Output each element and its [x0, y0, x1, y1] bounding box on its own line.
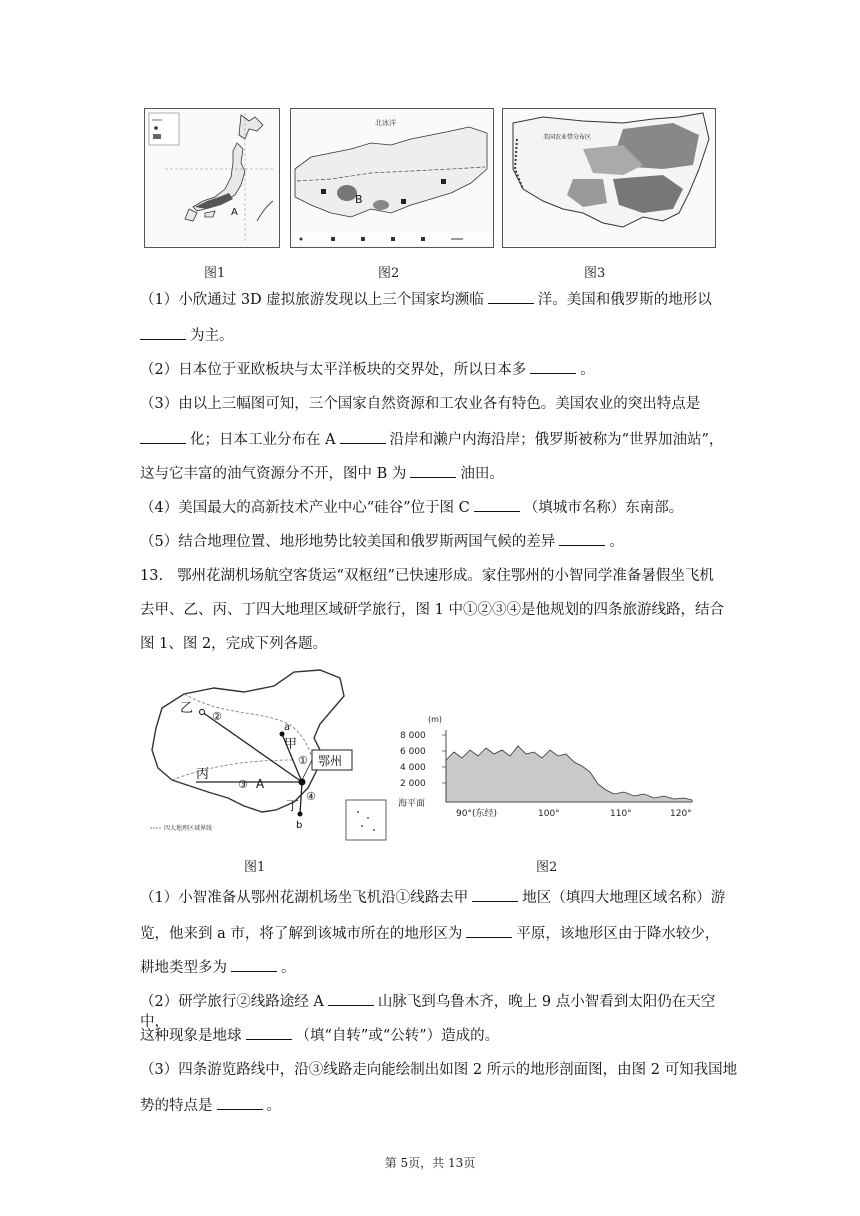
q13-intro1: 鄂州花湖机场航空客货运“双枢纽”已快速形成。家住鄂州的小智同学准备暑假坐飞机 — [177, 568, 714, 584]
profile-xtick-90: 90°(东经) — [456, 809, 497, 819]
map-route-3: ③ — [238, 778, 248, 791]
map-route-1: ① — [298, 754, 308, 767]
q13-part1-line3 — [140, 958, 740, 978]
figure-3-usa-map — [502, 108, 716, 248]
profile-ytick-8000: 8 000 — [400, 731, 426, 741]
q13-blank-1[interactable] — [472, 901, 518, 902]
q12-blank-3[interactable] — [530, 373, 576, 374]
q12-blank-4[interactable] — [140, 443, 186, 444]
q13-blank-5[interactable] — [246, 1039, 292, 1040]
china-map-graphic — [144, 664, 394, 844]
q13-p1a: （1）小智准备从鄂州花湖机场坐飞机沿①线路去甲 — [140, 890, 469, 906]
q12-blank-7[interactable] — [474, 511, 520, 512]
q13-p1b: 地区（填四大地理区域名称）游 — [522, 890, 726, 906]
russia-map-graphic — [291, 109, 493, 247]
q12-part3-line3 — [140, 464, 740, 484]
q13-part1-line2 — [140, 924, 740, 944]
q13-p2a: （2）研学旅行②线路途经 A — [140, 994, 324, 1010]
map-ezhou-label: 鄂州 — [318, 754, 343, 768]
q12-part3-line2 — [140, 430, 740, 450]
profile-xtick-120: 120° — [670, 809, 692, 819]
q12-p2a: （2）日本位于亚欧板块与太平洋板块的交界处，所以日本多 — [140, 362, 527, 378]
page-footer: 第 5页，共 13页 — [384, 1156, 476, 1170]
q13-p1d: 平原，该地形区由于降水较少， — [516, 926, 720, 942]
q12-p2b: 。 — [580, 362, 595, 378]
q12-blank-6[interactable] — [410, 477, 456, 478]
q12-p3b: 化；日本工业分布在 A — [190, 432, 336, 448]
q13-intro-line3 — [140, 634, 740, 654]
q12-p4a: （4）美国最大的高新技术产业中心“硅谷”位于图 C — [140, 500, 470, 516]
q12-blank-5[interactable] — [340, 443, 386, 444]
q13-part3-line1 — [140, 1060, 740, 1080]
profile-unit: (m) — [428, 715, 443, 724]
map-city-a: a — [284, 722, 291, 733]
q13-p3b: 势的特点是 — [140, 1098, 213, 1114]
q12-p3e: 油田。 — [460, 466, 504, 482]
map-mountain-a: A — [256, 777, 265, 791]
figure-2-caption: 图2 — [378, 266, 400, 281]
fig2-sea-label: 北冰洋 — [375, 119, 396, 127]
q12-part4 — [140, 498, 740, 518]
q12-p3c: 沿岸和濑户内海沿岸；俄罗斯被称为“世界加油站”， — [389, 432, 724, 448]
q13-part2-line2 — [140, 1026, 740, 1046]
q13-blank-6[interactable] — [217, 1109, 263, 1110]
q13-blank-3[interactable] — [231, 971, 277, 972]
q13-p1e: 耕地类型多为 — [140, 960, 227, 976]
map-region-jia: 甲 — [284, 737, 298, 752]
q13-p2b: 山脉飞到乌鲁木齐，晚上 9 点小智看到太阳仍在天空中， — [140, 994, 716, 1030]
map-route-2: ② — [212, 710, 222, 723]
q12-blank-1[interactable] — [488, 303, 534, 304]
q13-p2d: （填“自转”或“公转”）造成的。 — [295, 1028, 500, 1044]
q13-intro2: 去甲、乙、丙、丁四大地理区域研学旅行，图 1 中①②③④是他规划的四条旅游线路，结合 — [140, 602, 724, 618]
profile-ytick-2000: 2 000 — [400, 779, 426, 789]
q12-part5 — [140, 532, 740, 552]
q12-part1-line2 — [140, 326, 740, 346]
q12-p3a: （3）由以上三幅图可知，三个国家自然资源和工农业各有特色。美国农业的突出特点是 — [140, 396, 701, 412]
figure-1-japan-map — [144, 108, 280, 248]
map-region-ding: 丁 — [286, 799, 300, 814]
q13-part1-line1 — [140, 888, 740, 908]
figure-3-caption: 图3 — [584, 266, 606, 281]
q13-blank-2[interactable] — [466, 937, 512, 938]
q12-p4b: （填城市名称）东南部。 — [523, 500, 684, 516]
q13-part3-line2 — [140, 1096, 740, 1116]
map-legend-label: 四大地理区域界线 — [164, 825, 213, 832]
q12-part1-line1 — [140, 290, 740, 310]
q12-p3d: 这与它丰富的油气资源分不开，图中 B 为 — [140, 466, 407, 482]
q13-intro-line1 — [140, 566, 740, 586]
q12-part2 — [140, 360, 740, 380]
q13-blank-4[interactable] — [328, 1005, 374, 1006]
q12-p1b: 洋。美国和俄罗斯的地形以 — [537, 292, 712, 308]
profile-xtick-100: 100° — [538, 809, 560, 819]
map-route-4: ④ — [306, 790, 316, 803]
profile-ytick-6000: 6 000 — [400, 747, 426, 757]
q13-p1f: 。 — [281, 960, 296, 976]
q13-figure-1-caption: 图1 — [244, 860, 266, 875]
profile-xtick-110: 110° — [610, 809, 632, 819]
figure-1-caption: 图1 — [204, 266, 226, 281]
q13-figure-1-china-map — [144, 664, 394, 844]
fig1-point-a-label: A — [231, 207, 238, 218]
terrain-profile-graphic — [394, 710, 704, 822]
q12-p1a: （1）小欣通过 3D 虚拟旅游发现以上三个国家均濒临 — [140, 292, 484, 308]
q13-intro-line2 — [140, 600, 740, 620]
q13-number: 13. — [140, 568, 164, 584]
q13-figure-2-profile — [394, 710, 704, 822]
q13-p2c: 这种现象是地球 — [140, 1028, 242, 1044]
fig2-point-b-label: B — [355, 193, 363, 206]
q12-part3-line1 — [140, 394, 740, 414]
q13-p3c: 。 — [266, 1098, 281, 1114]
q12-blank-2[interactable] — [140, 339, 186, 340]
map-region-yi: 乙 — [180, 701, 194, 716]
fig3-title-label: 美国农业带分布区 — [543, 134, 592, 141]
q12-p5a: （5）结合地理位置、地形地势比较美国和俄罗斯两国气候的差异 — [140, 534, 556, 550]
figure-2-russia-map — [290, 108, 494, 248]
japan-map-graphic — [145, 109, 279, 247]
q13-p3a: （3）四条游览路线中，沿③线路走向能绘制出如图 2 所示的地形剖面图，由图 2 可知我国地 — [140, 1062, 738, 1078]
q12-blank-8[interactable] — [559, 545, 605, 546]
q13-intro3: 图 1、图 2，完成下列各题。 — [140, 636, 328, 652]
q12-p1c: 为主。 — [190, 328, 234, 344]
profile-sea-level: 海平面 — [398, 799, 426, 809]
map-region-bing: 丙 — [196, 767, 210, 782]
q13-p1c: 览，他来到 a 市，将了解到该城市所在的地形区为 — [140, 926, 463, 942]
profile-ytick-4000: 4 000 — [400, 763, 426, 773]
q13-figure-2-caption: 图2 — [536, 860, 558, 875]
usa-map-graphic — [503, 109, 715, 247]
q12-p5b: 。 — [609, 534, 624, 550]
map-city-b: b — [296, 820, 303, 831]
